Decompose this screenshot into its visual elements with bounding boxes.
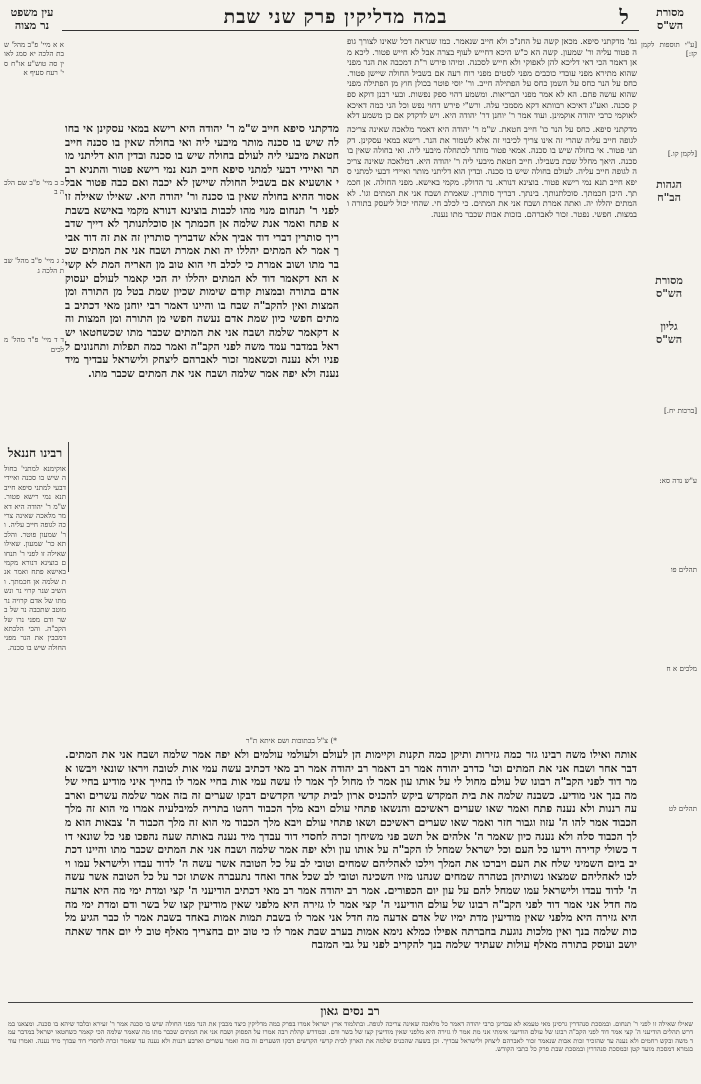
right-note-2: [לקמן קו.] xyxy=(667,148,697,158)
right-margin-notes xyxy=(641,40,697,920)
right-note-4: ע"ש נדה סא: xyxy=(659,475,697,485)
right-note-7: תהלים לט xyxy=(668,803,697,813)
chapter-title: במה מדליקין פרק שני שבת xyxy=(223,5,448,28)
left-note-4: ד ד מיי' פ"ד מהל' מלכים xyxy=(4,335,64,354)
masoret-label-2: מסורת הש"ס xyxy=(655,274,683,301)
hagahot-habach-label: הגהות הב"ח xyxy=(656,178,682,205)
rashi-commentary: מדקתני סיפא. כחס על הנר כו' חייב חטאת. ש"מ ר' יהודה היא דאמר מלאכה שאינה צריכה לגופה חייב עליה שהרי זה אינו צריך לכיבוי זה אלא לשמור את הנר. רישא במאי עסקינן. דקתני פטור. אי בחולה שיש בו סכנה. אמאי פטור מותר לכתחלה מיבעי ליה. ואי בחולה שאין בו סכנה. היאך מחלל שבת בשבילו. חייב חטאת מיבעי ליה ר' יהודה היא. דמלאכה שאינה צריכה לגופה חייב עליה. לעולם בחולה שיש בו סכנה. ובדין הוא דליתני מותר ואיידי דבעי למתני סיפא חייב תנא נמי רישא פטור. בוצינא דנורא. נר הדולק. מקמי באישא. מפני החולה. אן חכמתך. היכן חכמתך. סוכלתנותך. בינתך. דבריך סותרין. שאמרת ושבח אני את המתים וגו'. לא המתים יהללו יה. ואתה אמרת ושבח אני את המתים. כי לכלב חי. שהחי יכול ליעסק בתורה ובמצות. חפשי. נפטר. זכור לאברהם. בזכות אבות שכבר מתו נענה. xyxy=(347,124,637,219)
left-note-3: ג ג מיי' פ"ב מהל' שבת הלכה ג xyxy=(4,256,64,275)
right-note-1: [ע"י תוספות לקמן קז:] xyxy=(641,40,697,59)
page-number: ל xyxy=(619,4,629,29)
rabbeinu-chananel-title: רבינו חננאל xyxy=(7,446,63,460)
footnote: *) צ"ל בכתובות ושם איתא ת"ר xyxy=(245,736,337,745)
left-margin-notes xyxy=(4,40,64,440)
gemara-text-column: מדקתני סיפא חייב ש"מ ר' יהודה היא רישא במאי עסקינן אי בחולה שיש בו סכנה מותר מיבעי ליה ואי בחולה שאין בו סכנה חייב חטאת מיבעי ליה לעולם בחולה שיש בו סכנה ובדין הוא דליתני מותר ואיידי דבעי למתני סיפא חייב תנא נמי רישא פטור והתניא רבי אושעיא אם בשביל החולה שיישן לא יכבה ואם כבה פטור אבל אסור ההיא בחולה שאין בו סכנה ור' יהודה היא. שאילו שאילה זו לפני ר' תנחום מנוי מהו לכבות בוצינא דנורא מקמי באישא בשבתא פתח ואמר אנת שלמה אן חכמתך אן סוכלתנותך לא דייך שדבריך סותרין דברי דוד אביך אלא שדבריך סותרין זה את זה דוד אביך אמר לא המתים יהללו יה ואת אמרת ושבח אני את המתים שכבר מתו ושוב אמרת כי לכלב חי הוא טוב מן האריה המת לא קשיא הא דקאמר דוד לא המתים יהללו יה הכי קאמר לעולם יעסוק אדם בתורה ובמצות קודם שימות שכיון שמת בטל מן התורה ומן המצות ואין להקב"ה שבח בו והיינו דאמר רבי יוחנן מאי דכתיב במתים חפשי כיון שמת אדם נעשה חפשי מן התורה ומן המצות והא דקאמר שלמה ושבח אני את המתים שכבר מתו שכשחטאו ישראל במדבר עמד משה לפני הקב"ה ואמר כמה תפלות ותחנונים לפניו ולא נענה וכשאמר זכור לאברהם ליצחק ולישראל עבדיך מיד נענה ולא יפה אמר שלמה ושבח אני את המתים שכבר מתו. xyxy=(65,122,339,380)
left-note-2: ב ב מיי' פ"ב שם הלכה ב xyxy=(4,177,64,197)
left-note-1: א א מיי' פ"ב מהל' שבת הלכה יא סמג לאוין סה טוש"ע או"ח סי' רעח סעיף א xyxy=(4,40,64,78)
right-note-3: [ברכות יח.] xyxy=(663,406,697,416)
gilyon-hashas-label: גליון הש"ס xyxy=(655,320,683,347)
left-column-rule xyxy=(68,442,69,572)
masoret-hashas-label: מסורת הש"ס xyxy=(656,6,684,32)
bottom-rule xyxy=(8,1002,693,1003)
tosafot-opening-block: גמ' מדקתני סיפא. מכאן קשה על החנ"כ ולא חייב שנאמר. כמו שנראה דכל שאינו לצורך גופה פטור עליה ור' שמעון. קשה הא כ"ש היכא דחייש לעוף בצרה אבל לא חייש פטור. ליכא מאן דאמר הכי דאי דליכא להן לאפוקי ולא חייש לסכנה. ומיהו פירש ר"ת דמכבה את הנר מפני שהוא מתירא מפני עובדי כוכבים מפני לסטים מפני רוח רעה אם בשביל החולה שיישן פטור. כחס על הנר כחס על השמן כחס על הפתילה חייב. ור' יוסי פוטר בכולן חוץ מן הפתילה מפני שהוא עושה פחם. הא לא אמר מפני הבריאות. ומשמע דהוי ספק נפשות. ובעי רבנן דוקא ספק סכנה. ואע"ג דאיכא רבוותא דקא מסמכי עלה. ורש"י פירש דחוי נפש וכל הני כמה דאיכא לאוקמי כרבי יהודה אוקמינן. ועוד אמר ר' יוחנן דר' יהודה היא. ויש לדקדק אם כן משמע דלא xyxy=(347,36,637,121)
ein-mishpat-label: עין משפט נר מצוה xyxy=(10,6,54,32)
right-note-6: מלכים א ח xyxy=(666,664,697,674)
page-header xyxy=(62,4,639,31)
rav-nissim-gaon-title: רב נסים גאון xyxy=(320,1004,380,1018)
right-note-5: תהלים פו xyxy=(670,565,697,575)
rav-nissim-gaon-text: שאילו שאילה זו לפני ר' תנחום. ובמסכת סנהדרין גרסינן מאי טעמא לא עבדינן כרבי יהודה דאמר כל מלאכה שאינה צריכה לגופה. ובתלמוד ארץ ישראל אמרו בפרק במה מדליקין כיצד מכבין את הנר מפני החולה שיש בו סכנה אמר ר' זעירא ובלבד שיהא בו סכנה. ומצאנו במדרש תהלים הודיעני ה' קצי אמר דוד לפני הקב"ה רבונו של עולם הודיעני אימתי אני מת אמר לו גזירה היא מלפני שאין מודיעין קצו של בשר ודם. ובמדרש קהלת רבה אמרו על הפסוק ושבח אני את המתים שכבר מתו מה שאמר שלמה הכי קאמר כשחטאו ישראל במדבר עמד משה ובקש רחמים ולא נענה עד שהזכיר זכות אבות שנאמר זכור לאברהם ליצחק ולישראל עבדיך. וכן בשעה שהכניס שלמה את הארון לבית קדשי הקדשים דבקו השערים זה בזה ואמר עשרים וארבע רננות ולא נענה עד שאמר זכרה לחסדי דוד עבדך מיד נענה. ואמרו עוד בגמרא דמסכת מועד קטן ובמסכת סנהדרין ובמסכת שבת פרק כל כתבי הקודש. xyxy=(8,1020,693,1053)
rabbeinu-chananel-text: אוקימנא למתני' בחולה שיש בו סכנה ואיידי דבעי למתני סיפא חייב תנא נמי רישא פטור. ש"מ ר' יהודה היא דאמר מלאכה שאינה צריכה לגופה חייב עליה. ור' שמעון פוטר. והלכתא כר' שמעון. שאילו שאילה זו לפני ר' תנחום בוצינא דנורא מקמי באישא פתח ואמר אנת שלמה אן חכמתך. והשיב שנר קרוי נר ונשמתו של אדם קרויה נר מוטב שתכבה נר של בשר ודם מפני נרו של הקב"ה. והכי הלכתא דמכבין את הנר מפני החולה שיש בו סכנה. xyxy=(4,464,66,652)
gemara-continuation: אותה ואילו משה רבינו גזר כמה גזירות ותיקן כמה תקנות וקיימות הן לעולם ולעולמי עולמים ולא יפה אמר שלמה ושבח אני את המתים. דבר אחר ושבח אני את המתים וכו' כדרב יהודה אמר רב דאמר רב יהודה אמר רב מאי דכתיב עשה עמי אות לטובה ויראו שונאי ויבשו אמר דוד לפני הקב"ה רבונו של עולם מחול לי על אותו עון אמר לו מחול לך אמר לו עשה עמי אות בחיי אמר לו בחייך איני מודיע בחיי שלמה בנך אני מודיע. כשבנה שלמה את בית המקדש ביקש להכניס ארון לבית קדשי הקדשים דבקו שערים זה בזה אמר שלמה עשרים וארבעה רננות ולא נענה פתח ואמר שאו שערים ראשיכם והנשאו פתחי עולם ויבא מלך הכבוד רהטו בתריה למיבלעיה אמרו מי הוא זה מלך הכבוד אמר להו ה' עזוז וגבור חזר ואמר שאו שערים ראשיכם ושאו פתחי עולם ויבא מלך הכבוד מי הוא זה מלך הכבוד ה' צבאות הוא מלך הכבוד סלה ולא נענה כיון שאמר ה' אלהים אל תשב פני משיחך זכרה לחסדי דוד עבדך מיד נענה באותה שעה נהפכו פני כל שונאי דוד כשולי קדירה וידעו כל העם וכל ישראל שמחל לו הקב"ה על אותו עון ולא יפה אמר שלמה ושבח אני את המתים שכבר מתו והיינו דכתיב ביום השמיני שלח את העם ויברכו את המלך וילכו לאהליהם שמחים וטובי לב על כל הטובה אשר עשה ה' לדוד עבדו ולישראל עמו וילכו לאהליהם שמצאו נשותיהן בטהרה שמחים שנהנו מזיו השכינה וטובי לב שכל אחד ואחד נתעברה אשתו זכר על כל הטובה אשר עשה ה' לדוד עבדו ולישראל עמו שמחל להם על עון יום הכפורים. אמר רב יהודה אמר רב מאי דכתיב הודיעני ה' קצי ומדת ימי מה היא אדעה מה חדל אני אמר דוד לפני הקב"ה רבונו של עולם הודיעני ה' קצי אמר לו גזירה היא מלפני שאין מודיעין קצו של בשר ודם ומדת ימי מה היא גזירה היא מלפני שאין מודיעין מדת ימיו של אדם אדעה מה חדל אני אמר לו בשבת תמות אמות באחד בשבת אמר לו כבר הגיע מלכות שלמה בנך ואין מלכות נוגעת בחברתה אפילו כמלא נימא אמות בערב שבת אמר לו כי טוב יום בחצריך מאלף טוב לי יום אחד שאתה יושב ועוסק בתורה מאלף עולות שעתיד שלמה בנך להקריב לפני על גבי המזבח xyxy=(65,748,637,952)
